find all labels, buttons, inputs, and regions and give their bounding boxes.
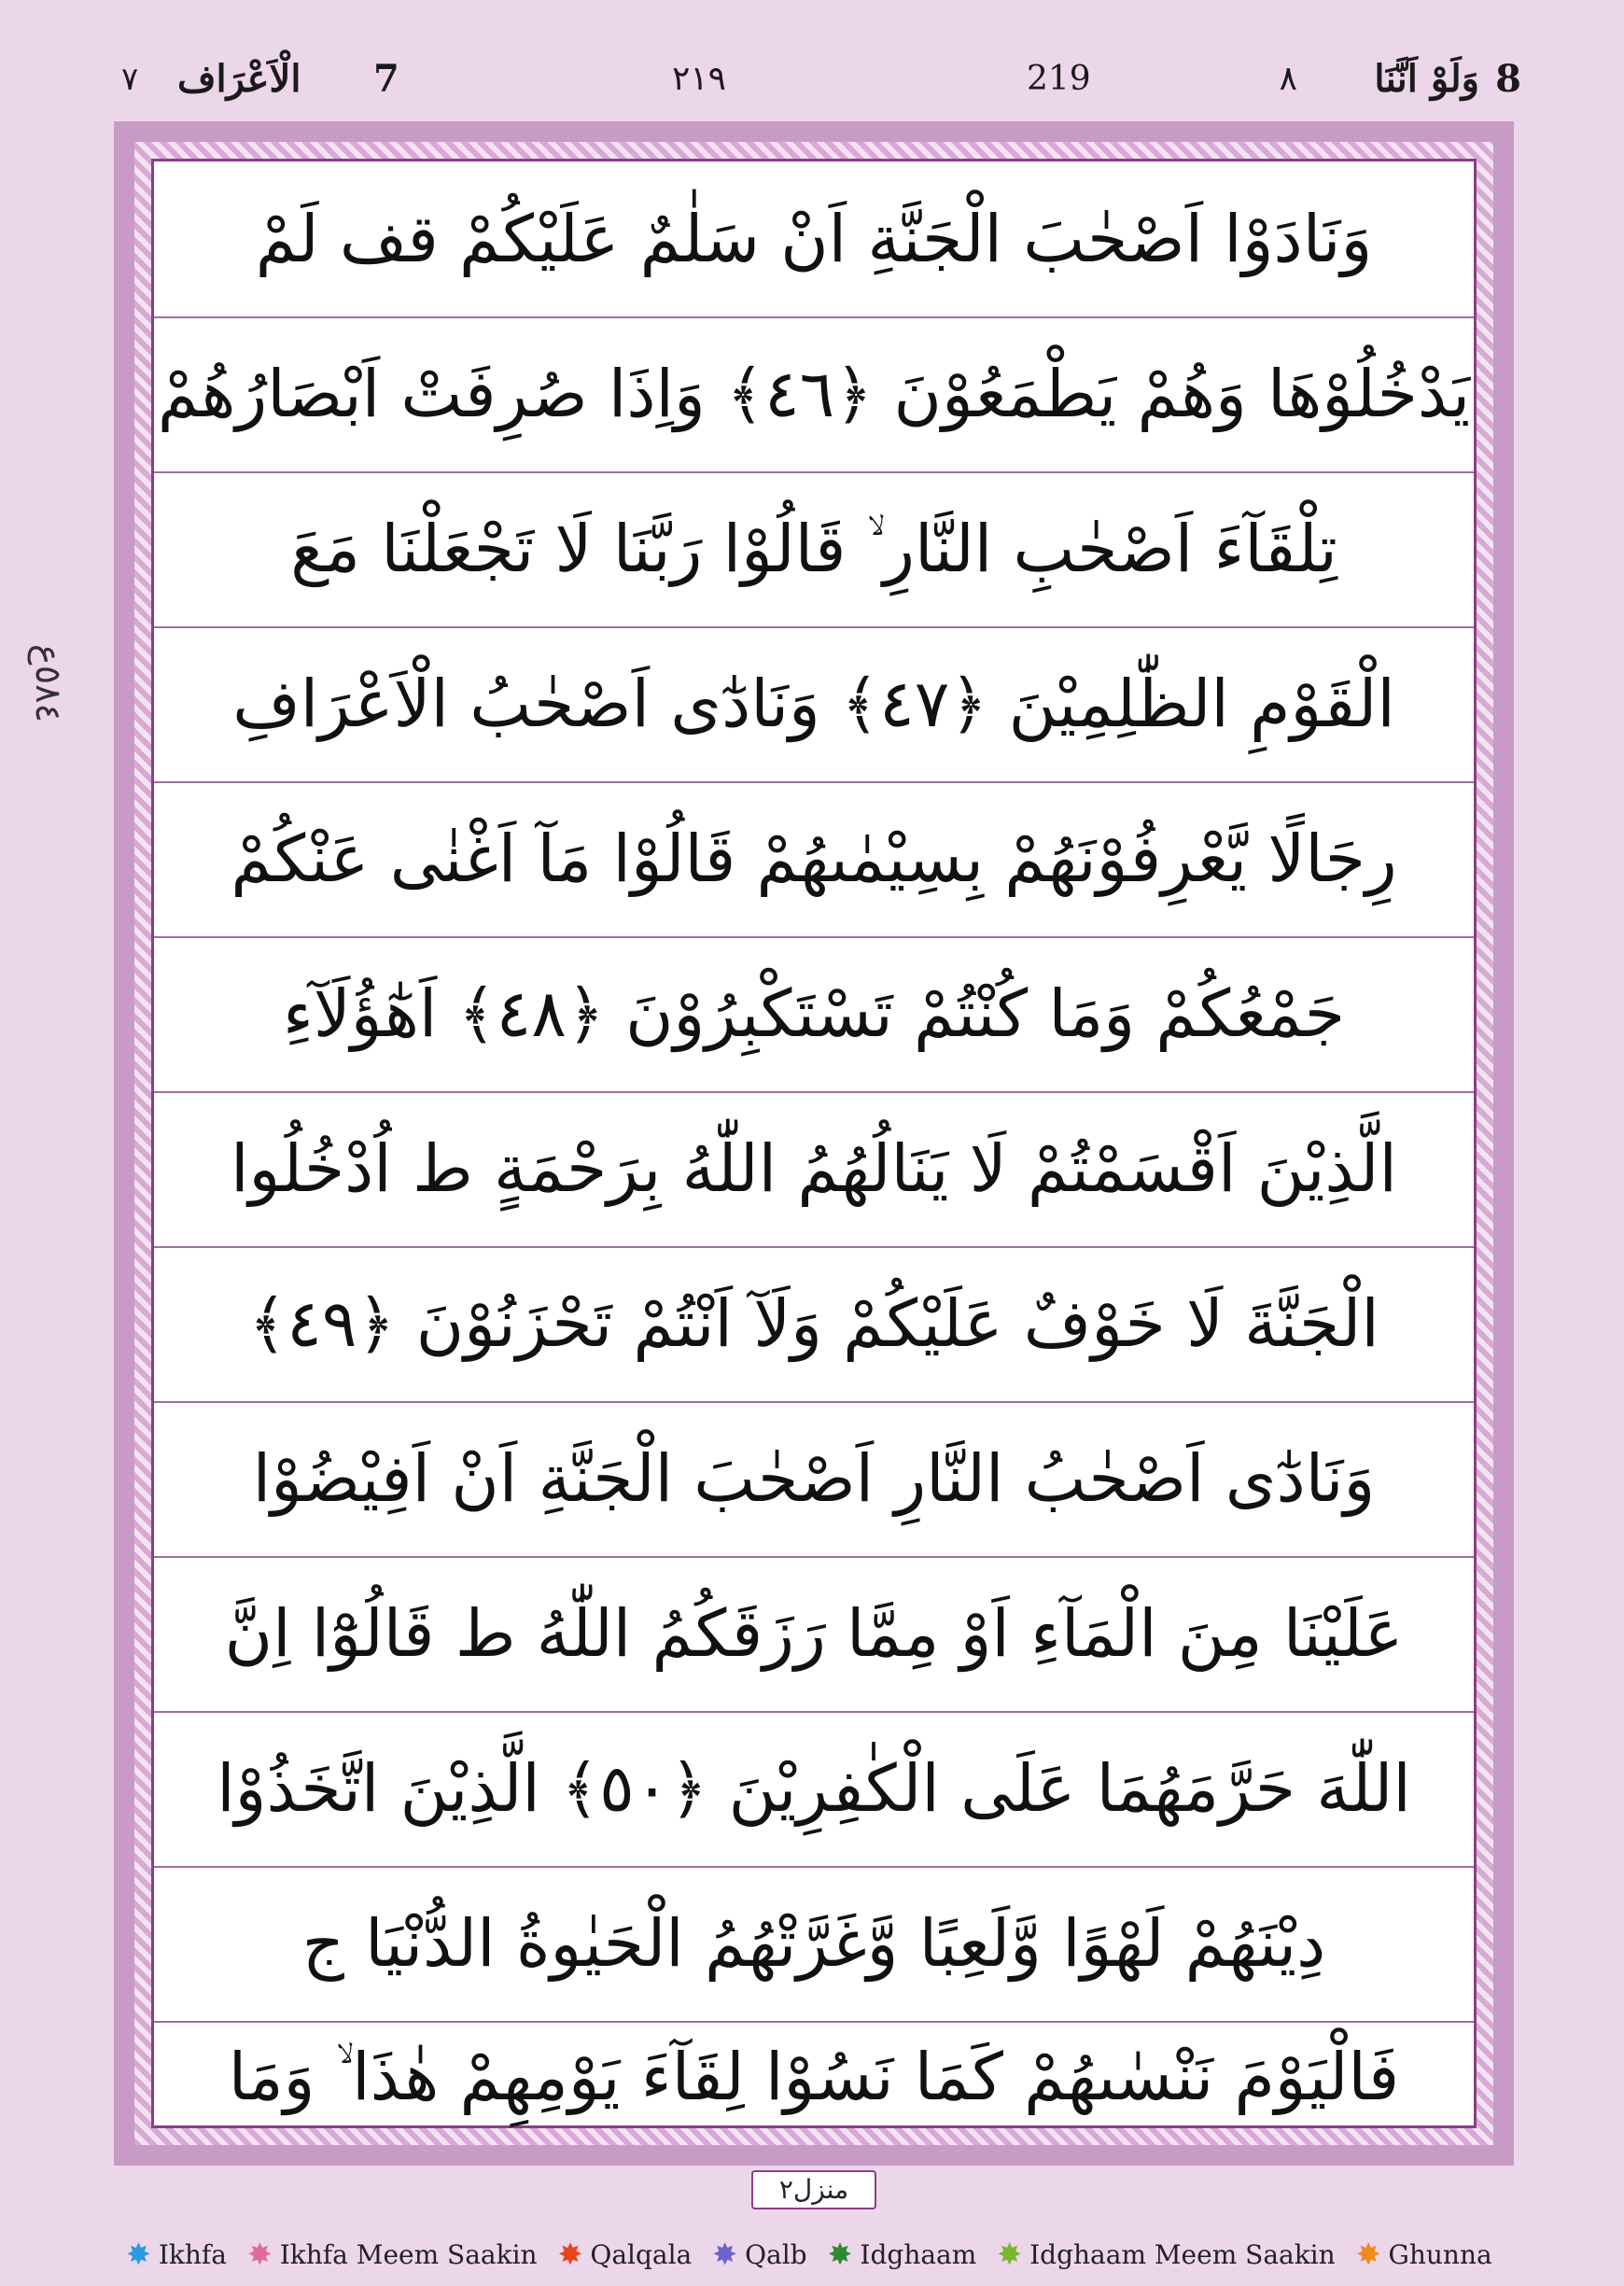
verse-line: وَنَادٰٓى اَصْحٰبُ النَّارِ اَصْحٰبَ الْجَنَّةِ اَنْ اَفِيْضُوْا	[154, 1401, 1474, 1558]
verse-line: تِلْقَآءَ اَصْحٰبِ النَّارِ ۙ قَالُوْا رَبَّنَا لَا تَجْعَلْنَا مَعَ	[154, 471, 1474, 628]
legend-item	[126, 2239, 227, 2270]
verse-line: الَّذِيْنَ اَقْسَمْتُمْ لَا يَنَالُهُمُ اللّٰهُ بِرَحْمَةٍ ط اُدْخُلُوا	[154, 1091, 1474, 1248]
legend-label: Ikhfa Meem Saakin	[279, 2238, 538, 2270]
star-icon: ✸	[246, 2237, 273, 2272]
legend-item	[712, 2239, 806, 2270]
star-icon: ✸	[557, 2237, 583, 2272]
verse-lines	[154, 161, 1474, 2125]
legend-item	[997, 2239, 1335, 2270]
verse-line: رِجَالًا يَّعْرِفُوْنَهُمْ بِسِيْمٰىهُمْ قَالُوْا مَآ اَغْنٰى عَنْكُمْ	[154, 781, 1474, 938]
juz-number-arabic: ٨	[1279, 60, 1297, 98]
legend-label: Idghaam	[860, 2238, 977, 2270]
page-header	[103, 47, 1521, 112]
star-icon: ✸	[1355, 2237, 1381, 2272]
verse-line: فَالْيَوْمَ نَنْسٰىهُمْ كَمَا نَسُوْا لِقَآءَ يَوْمِهِمْ هٰذَا ۙ وَمَا	[228, 2038, 1400, 2115]
legend-label: Qalb	[745, 2238, 807, 2270]
legend-item	[247, 2239, 538, 2270]
surah-number-arabic: ٧	[121, 61, 139, 98]
surah-name: الْاَعْرَاف	[177, 57, 301, 101]
page-number-arabic: ٢١٩	[672, 60, 727, 98]
legend-label: Qalqala	[590, 2238, 693, 2270]
verse-line: دِيْنَهُمْ لَهْوًا وَّلَعِبًا وَّغَرَّتْهُمُ الْحَيٰوةُ الدُّنْيَا ج	[154, 1866, 1474, 2023]
verse-line: الْقَوْمِ الظّٰلِمِيْنَ ﴿٤٧﴾ وَنَادٰٓى اَصْحٰبُ الْاَعْرَافِ	[154, 626, 1474, 783]
star-icon: ✸	[997, 2237, 1023, 2272]
juz-number: 8	[1495, 57, 1521, 101]
verse-line: وَنَادَوْا اَصْحٰبَ الْجَنَّةِ اَنْ سَلٰمٌ عَلَيْكُمْ قف لَمْ	[154, 161, 1474, 318]
verse-line: يَدْخُلُوْهَا وَهُمْ يَطْمَعُوْنَ ﴿٤٦﴾ وَاِذَا صُرِفَتْ اَبْصَارُهُمْ	[154, 316, 1474, 473]
ruku-marker: ٥٨٤ع	[28, 644, 69, 722]
legend-item	[558, 2239, 693, 2270]
page-number: 219	[1027, 60, 1091, 98]
verse-line: عَلَيْنَا مِنَ الْمَآءِ اَوْ مِمَّا رَزَقَكُمُ اللّٰهُ ط قَالُوْٓا اِنَّ	[154, 1556, 1474, 1713]
manzil-label: منزل٢	[751, 2170, 876, 2209]
juz-name: وَلَوْ اَنَّنَا	[1374, 57, 1479, 101]
legend-label: Idghaam Meem Saakin	[1029, 2238, 1336, 2270]
ornamental-border	[114, 121, 1514, 2166]
surah-number: 7	[373, 57, 399, 101]
legend-label: Ghunna	[1388, 2238, 1492, 2270]
verse-line: جَمْعُكُمْ وَمَا كُنْتُمْ تَسْتَكْبِرُوْنَ ﴿٤٨﴾ اَهٰٓؤُلَآءِ	[154, 936, 1474, 1093]
verse-line: الْجَنَّةَ لَا خَوْفٌ عَلَيْكُمْ وَلَآ اَنْتُمْ تَحْزَنُوْنَ ﴿٤٩﴾	[154, 1246, 1474, 1403]
tajweed-legend	[126, 2236, 1526, 2273]
text-area	[151, 159, 1477, 2128]
star-icon: ✸	[126, 2237, 151, 2272]
legend-item	[1356, 2239, 1492, 2270]
legend-item	[828, 2239, 977, 2270]
star-icon: ✸	[827, 2237, 853, 2272]
verse-line: اللّٰهَ حَرَّمَهُمَا عَلَى الْكٰفِرِيْنَ ﴿٥٠﴾ الَّذِيْنَ اتَّخَذُوْا	[154, 1711, 1474, 1868]
legend-label: Ikhfa	[158, 2238, 227, 2270]
star-icon: ✸	[712, 2237, 738, 2272]
